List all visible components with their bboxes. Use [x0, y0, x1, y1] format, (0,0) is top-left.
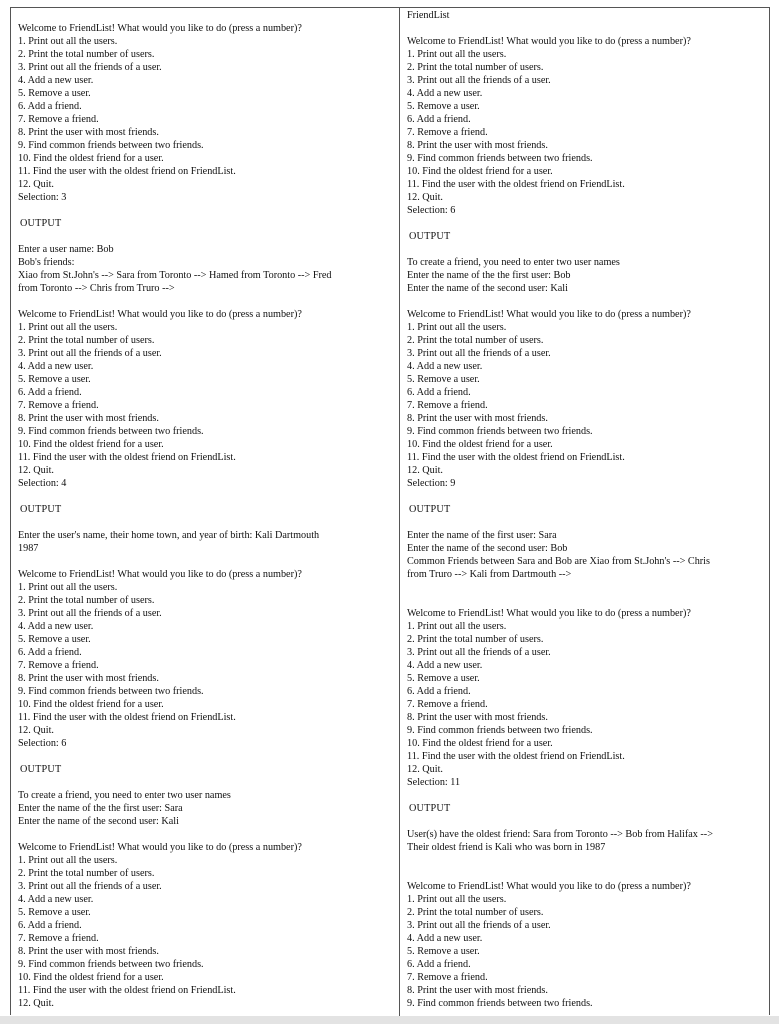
menu-option: 6. Add a friend.: [18, 920, 82, 931]
selection-line: Selection: 6: [18, 738, 67, 749]
menu-option: 12. Quit.: [18, 998, 54, 1009]
menu-option: 9. Find common friends between two friends.: [407, 153, 593, 164]
menu-option: 5. Remove a user.: [18, 374, 91, 385]
menu-option: 4. Add a new user.: [407, 660, 483, 671]
output-line: Enter the name of the second user: Kali: [18, 816, 179, 827]
output-line: Enter the name of the the first user: Sara: [18, 803, 183, 814]
menu-option: 6. Add a friend.: [18, 101, 82, 112]
menu-option: 9. Find common friends between two friends.: [18, 959, 204, 970]
menu-option: 1. Print out all the users.: [407, 49, 507, 60]
menu-option: 8. Print the user with most friends.: [407, 140, 548, 151]
menu-option: 10. Find the oldest friend for a user.: [18, 439, 164, 450]
menu-option: 4. Add a new user.: [18, 621, 94, 632]
menu-block: [18, 308, 392, 490]
menu-option: 6. Add a friend.: [407, 959, 471, 970]
menu-block: [407, 607, 763, 789]
menu-option: 7. Remove a friend.: [18, 660, 99, 671]
menu-option: 12. Quit.: [407, 764, 443, 775]
menu-option: 2. Print the total number of users.: [18, 49, 155, 60]
output-label: OUTPUT: [409, 231, 451, 242]
menu-option: 1. Print out all the users.: [18, 582, 118, 593]
menu-option: 7. Remove a friend.: [407, 972, 488, 983]
selection-line: Selection: 6: [407, 205, 456, 216]
menu-option: 8. Print the user with most friends.: [18, 673, 159, 684]
menu-option: 6. Add a friend.: [407, 114, 471, 125]
output-line: Enter the name of the the first user: Bob: [407, 270, 571, 281]
menu-option: 9. Find common friends between two friends.: [407, 426, 593, 437]
menu-block: [18, 841, 392, 1010]
menu-option: 11. Find the user with the oldest friend on FriendList.: [18, 712, 236, 723]
menu-option: 1. Print out all the users.: [18, 855, 118, 866]
menu-option: 12. Quit.: [18, 465, 54, 476]
menu-option: 8. Print the user with most friends.: [18, 413, 159, 424]
output-line: Enter a user name: Bob: [18, 244, 114, 255]
menu-option: 7. Remove a friend.: [407, 699, 488, 710]
output-line: from Toronto --> Chris from Truro -->: [18, 283, 175, 294]
menu-option: 10. Find the oldest friend for a user.: [407, 166, 553, 177]
menu-option: 3. Print out all the friends of a user.: [407, 647, 551, 658]
menu-option: 11. Find the user with the oldest friend on FriendList.: [407, 452, 625, 463]
output-line: Xiao from St.John's --> Sara from Toronto --> Hamed from Toronto --> Fred: [18, 270, 332, 281]
menu-option: 3. Print out all the friends of a user.: [18, 608, 162, 619]
selection-line: Selection: 4: [18, 478, 67, 489]
output-line: To create a friend, you need to enter two user names: [407, 257, 620, 268]
menu-option: 8. Print the user with most friends.: [18, 127, 159, 138]
menu-block: [407, 35, 763, 217]
menu-option: 4. Add a new user.: [407, 361, 483, 372]
column-divider: [399, 7, 400, 1017]
selection-line: Selection: 3: [18, 192, 67, 203]
menu-option: 5. Remove a user.: [407, 673, 480, 684]
menu-option: 3. Print out all the friends of a user.: [18, 881, 162, 892]
menu-option: 7. Remove a friend.: [18, 933, 99, 944]
menu-option: 12. Quit.: [407, 465, 443, 476]
menu-prompt: Welcome to FriendList! What would you like to do (press a number)?: [18, 569, 302, 580]
menu-option: 11. Find the user with the oldest friend on FriendList.: [18, 166, 236, 177]
menu-option: 1. Print out all the users.: [18, 36, 118, 47]
menu-option: 10. Find the oldest friend for a user.: [407, 439, 553, 450]
menu-option: 4. Add a new user.: [407, 88, 483, 99]
menu-prompt: Welcome to FriendList! What would you like to do (press a number)?: [407, 608, 691, 619]
output-line: Enter the name of the second user: Kali: [407, 283, 568, 294]
output-line: Bob's friends:: [18, 257, 75, 268]
output-label: OUTPUT: [409, 803, 451, 814]
menu-option: 5. Remove a user.: [407, 374, 480, 385]
menu-option: 9. Find common friends between two friends.: [18, 686, 204, 697]
output-line: Common Friends between Sara and Bob are Xiao from St.John's --> Chris: [407, 556, 710, 567]
menu-option: 2. Print the total number of users.: [18, 595, 155, 606]
menu-option: 1. Print out all the users.: [407, 322, 507, 333]
output-label: OUTPUT: [409, 504, 451, 515]
menu-option: 2. Print the total number of users.: [18, 868, 155, 879]
menu-option: 3. Print out all the friends of a user.: [407, 920, 551, 931]
menu-option: 5. Remove a user.: [407, 946, 480, 957]
output-line: from Truro --> Kali from Dartmouth -->: [407, 569, 572, 580]
bottom-band: [0, 1016, 779, 1024]
menu-option: 11. Find the user with the oldest friend on FriendList.: [18, 452, 236, 463]
menu-block: [18, 568, 392, 750]
menu-option: 5. Remove a user.: [407, 101, 480, 112]
right-column: [407, 9, 763, 1010]
menu-prompt: Welcome to FriendList! What would you like to do (press a number)?: [407, 309, 691, 320]
menu-option: 7. Remove a friend.: [407, 400, 488, 411]
page-title: FriendList: [407, 10, 450, 21]
menu-option: 10. Find the oldest friend for a user.: [18, 972, 164, 983]
selection-line: Selection: 11: [407, 777, 461, 788]
menu-option: 7. Remove a friend.: [18, 114, 99, 125]
menu-option: 3. Print out all the friends of a user.: [18, 62, 162, 73]
menu-block: [18, 22, 392, 204]
menu-option: 6. Add a friend.: [18, 387, 82, 398]
output-line: Enter the user's name, their home town, and year of birth: Kali Dartmouth: [18, 530, 320, 541]
menu-prompt: Welcome to FriendList! What would you like to do (press a number)?: [407, 881, 691, 892]
menu-option: 12. Quit.: [18, 179, 54, 190]
menu-option: 1. Print out all the users.: [18, 322, 118, 333]
menu-prompt: Welcome to FriendList! What would you like to do (press a number)?: [18, 842, 302, 853]
menu-option: 10. Find the oldest friend for a user.: [18, 699, 164, 710]
menu-block: [407, 880, 763, 1010]
menu-option: 11. Find the user with the oldest friend on FriendList.: [407, 179, 625, 190]
menu-option: 4. Add a new user.: [18, 361, 94, 372]
menu-option: 2. Print the total number of users.: [407, 907, 544, 918]
menu-option: 6. Add a friend.: [407, 686, 471, 697]
menu-option: 5. Remove a user.: [18, 88, 91, 99]
output-line: Enter the name of the first user: Sara: [407, 530, 557, 541]
menu-option: 4. Add a new user.: [407, 933, 483, 944]
output-label: OUTPUT: [20, 764, 62, 775]
menu-option: 3. Print out all the friends of a user.: [407, 75, 551, 86]
output-line: Their oldest friend is Kali who was born in 1987: [407, 842, 606, 853]
menu-option: 12. Quit.: [407, 192, 443, 203]
menu-option: 10. Find the oldest friend for a user.: [18, 153, 164, 164]
selection-line: Selection: 9: [407, 478, 456, 489]
menu-option: 8. Print the user with most friends.: [407, 413, 548, 424]
menu-prompt: Welcome to FriendList! What would you like to do (press a number)?: [18, 309, 302, 320]
menu-option: 7. Remove a friend.: [18, 400, 99, 411]
menu-option: 8. Print the user with most friends.: [407, 712, 548, 723]
menu-option: 2. Print the total number of users.: [407, 62, 544, 73]
menu-option: 9. Find common friends between two friends.: [407, 725, 593, 736]
output-label: OUTPUT: [20, 504, 62, 515]
menu-option: 3. Print out all the friends of a user.: [18, 348, 162, 359]
menu-option: 5. Remove a user.: [18, 907, 91, 918]
output-line: 1987: [18, 543, 39, 554]
menu-option: 9. Find common friends between two friends.: [18, 426, 204, 437]
menu-option: 6. Add a friend.: [407, 387, 471, 398]
menu-option: 6. Add a friend.: [18, 647, 82, 658]
menu-option: 2. Print the total number of users.: [407, 335, 544, 346]
menu-prompt: Welcome to FriendList! What would you like to do (press a number)?: [407, 36, 691, 47]
output-line: Enter the name of the second user: Bob: [407, 543, 568, 554]
menu-option: 8. Print the user with most friends.: [18, 946, 159, 957]
menu-option: 11. Find the user with the oldest friend on FriendList.: [407, 751, 625, 762]
menu-option: 4. Add a new user.: [18, 75, 94, 86]
menu-option: 9. Find common friends between two friends.: [407, 998, 593, 1009]
menu-option: 7. Remove a friend.: [407, 127, 488, 138]
menu-option: 8. Print the user with most friends.: [407, 985, 548, 996]
output-label: OUTPUT: [20, 218, 62, 229]
menu-option: 2. Print the total number of users.: [407, 634, 544, 645]
menu-option: 10. Find the oldest friend for a user.: [407, 738, 553, 749]
output-line: To create a friend, you need to enter two user names: [18, 790, 231, 801]
menu-option: 1. Print out all the users.: [407, 621, 507, 632]
menu-option: 11. Find the user with the oldest friend on FriendList.: [18, 985, 236, 996]
menu-option: 5. Remove a user.: [18, 634, 91, 645]
menu-block: [407, 308, 763, 490]
menu-option: 2. Print the total number of users.: [18, 335, 155, 346]
menu-prompt: Welcome to FriendList! What would you like to do (press a number)?: [18, 23, 302, 34]
output-line: User(s) have the oldest friend: Sara from Toronto --> Bob from Halifax -->: [407, 829, 713, 840]
menu-option: 9. Find common friends between two friends.: [18, 140, 204, 151]
menu-option: 12. Quit.: [18, 725, 54, 736]
left-column: [18, 9, 392, 1010]
menu-option: 4. Add a new user.: [18, 894, 94, 905]
menu-option: 1. Print out all the users.: [407, 894, 507, 905]
menu-option: 3. Print out all the friends of a user.: [407, 348, 551, 359]
